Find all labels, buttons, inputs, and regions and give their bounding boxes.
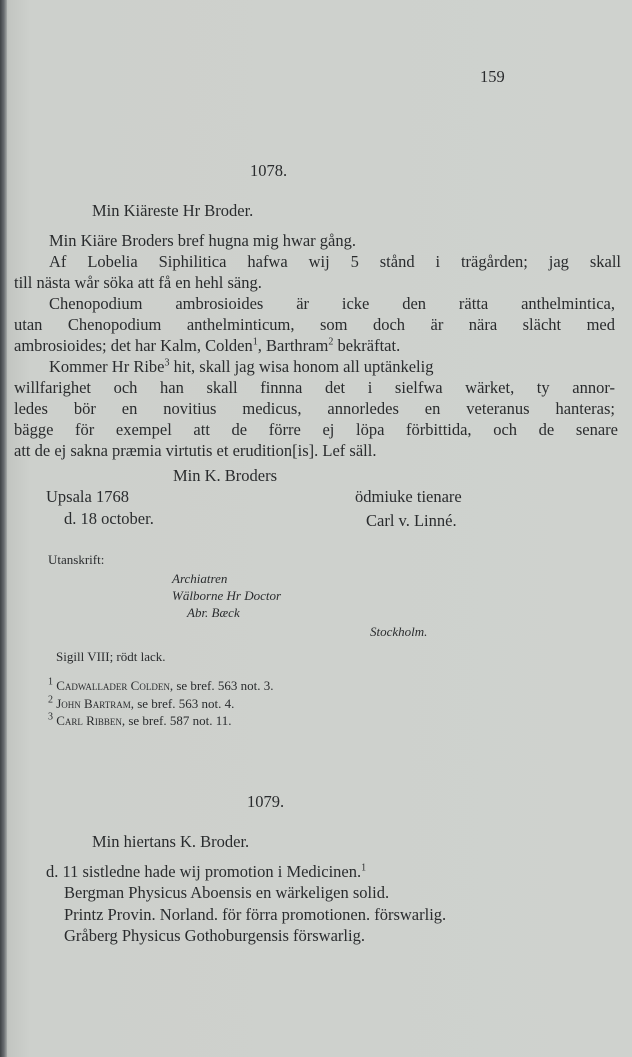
footnote-2-ref: se bref. 563 not. 4. (137, 696, 235, 711)
letter-1078-salutation: Min Kiäreste Hr Broder. (92, 201, 254, 220)
letter-1078-line-1: Min Kiäre Broders bref hugna mig hwar gång. (49, 231, 356, 250)
page-number: 159 (480, 67, 505, 86)
letter-1078-line-8: willfarighet och han skall finnna det i sielfwa wärket, ty annor- (14, 378, 615, 397)
footnote-mark-1: 1 (252, 336, 258, 348)
letter-1078-line-2: Af Lobelia Siphilitica hafwa wij 5 stånd i trägården; jag skall (49, 252, 621, 271)
letter-1079-line-2: Bergman Physicus Aboensis en wärkeligen solid. (64, 883, 390, 902)
footnote-3-name: Carl Ribben, (56, 713, 126, 728)
letter-1078-line-3: till nästa wår söka att få en hehl säng. (14, 273, 262, 292)
footnote-2-name: John Bartram, (56, 696, 134, 711)
letter-1078-line-6 (14, 336, 459, 356)
line-6-text-c: bekräftat. (333, 336, 401, 355)
letter-1079-line-4: Gråberg Physicus Gothoburgensis förswarlig. (64, 926, 365, 945)
letter-1079-salutation: Min hiertans K. Broder. (92, 832, 250, 851)
line-6-text-b: , Barthram (257, 336, 329, 355)
footnote-1-mark: 1 (48, 676, 53, 688)
line-1079-1-text: d. 11 sistledne hade wij promotion i Medicinen. (46, 862, 362, 881)
letter-1079-line-1 (46, 862, 366, 882)
footnote-2-mark: 2 (48, 694, 53, 706)
letter-1078-humble: ödmiuke tienare (355, 487, 462, 506)
footnote-1-name: Cadwallader Colden, (56, 678, 174, 693)
line-6-text-a: ambrosioides; det har Kalm, Colden (14, 336, 253, 355)
footnote-mark-1079: 1 (361, 862, 367, 874)
address-label: Utanskrift: (48, 552, 105, 567)
letter-1078-place: Upsala 1768 (46, 487, 129, 506)
book-spine-shadow (0, 0, 7, 1057)
footnote-mark-2: 2 (328, 336, 334, 348)
footnote-mark-3: 3 (164, 357, 170, 369)
address-line-3: Abr. Bæck (187, 605, 240, 620)
letter-1078-line-4: Chenopodium ambrosioides är icke den rätta anthelmintica, (49, 294, 615, 313)
line-7-text-b: hit, skall jag wisa honom all uptänkelig (169, 357, 434, 376)
footnote-1 (48, 676, 273, 696)
letter-1078-date: d. 18 october. (64, 509, 154, 528)
letter-1078-line-9: ledes bör en novitius medicus, annorledes en veteranus hanteras; (14, 399, 615, 418)
letter-1078-line-10: bägge för exempel att de förre ej löpa förbittida, och de senare (14, 420, 618, 439)
letter-1078-line-7 (49, 357, 433, 377)
footnote-3-ref: se bref. 587 not. 11. (128, 713, 232, 728)
letter-1078-line-5: utan Chenopodium anthelminticum, som doch är nära slächt med (14, 315, 615, 334)
address-line-2: Wälborne Hr Doctor (172, 588, 282, 603)
letter-1078-line-11: att de ej sakna præmia virtutis et erudition[is]. Lef säll. (14, 441, 377, 460)
address-line-4: Stockholm. (370, 624, 428, 639)
line-7-text-a: Kommer Hr Ribe (49, 357, 165, 376)
letter-1079-line-3: Printz Provin. Norland. för förra promotionen. förswarlig. (64, 905, 447, 924)
letter-number-1078: 1078. (250, 161, 288, 180)
seal-note: Sigill VIII; rödt lack. (56, 649, 166, 664)
letter-number-1079: 1079. (247, 792, 285, 811)
address-line-1: Archiatren (172, 571, 228, 586)
letter-1078-closing: Min K. Broders (173, 466, 278, 485)
footnote-3 (48, 711, 231, 731)
footnote-1-ref: se bref. 563 not. 3. (176, 678, 274, 693)
footnote-3-mark: 3 (48, 711, 53, 723)
letter-1078-signature: Carl v. Linné. (366, 511, 457, 530)
